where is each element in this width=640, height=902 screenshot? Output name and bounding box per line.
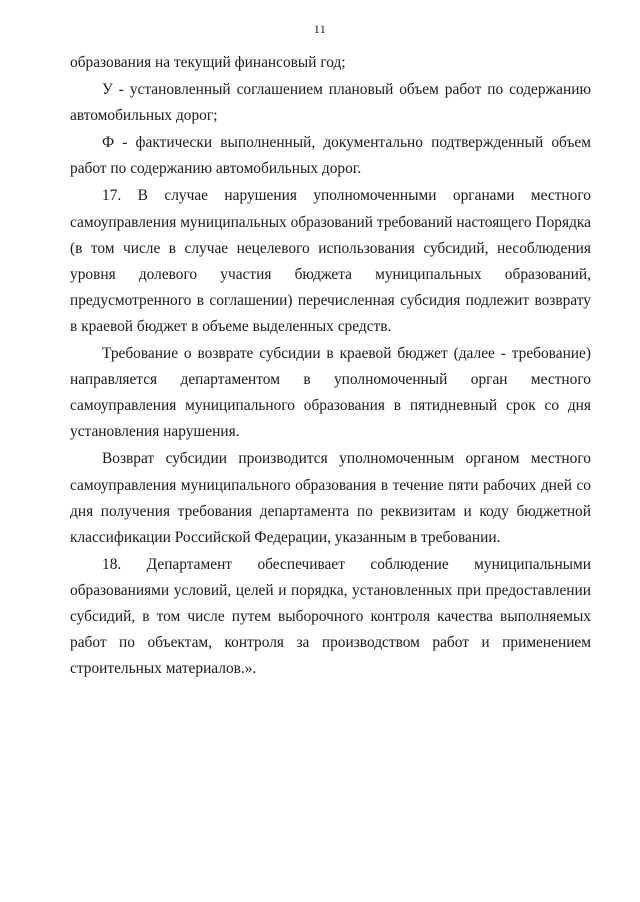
document-body [70,50,591,682]
paragraph-definition-f: Ф - фактически выполненный, документально подтвержденный объем работ по содержанию автомобильных дорог. [70,134,591,178]
paragraph-clause-17: 17. В случае нарушения уполномоченными органами местного самоуправления муниципальных образований требований настоящего Порядка (в том числе в случае нецелевого использования субсидий, несоблюдения уровня долевого участия бюджета муниципальных образований, предусмотренного в соглашении) перечисленная субсидия подлежит возврату в краевой бюджет в объеме выделенных средств. [70,187,591,335]
page-number: 11 [313,22,327,36]
paragraph-clause-18: 18. Департамент обеспечивает соблюдение муниципальными образованиями условий, целей и порядка, установленных при предоставлении субсидий, в том числе путем выборочного контроля качества выполняемых работ по объектам, контроля за производством работ и применением строительных материалов.». [70,555,591,678]
paragraph-continuation: образования на текущий финансовый год; [70,54,346,71]
paragraph-refund-demand: Требование о возврате субсидии в краевой бюджет (далее - требование) направляется департаментом в уполномоченный орган местного самоуправления муниципального образования в пятидневный срок со дня установления нарушения. [70,345,591,441]
paragraph-definition-u: У - установленный соглашением плановый объем работ по содержанию автомобильных дорог; [70,81,591,125]
paragraph-refund-procedure: Возврат субсидии производится уполномоченным органом местного самоуправления муниципального образования в течение пяти рабочих дней со дня получения требования департамента по реквизитам и коду бюджетной классификации Российской Федерации, указанным в требовании. [70,450,591,546]
